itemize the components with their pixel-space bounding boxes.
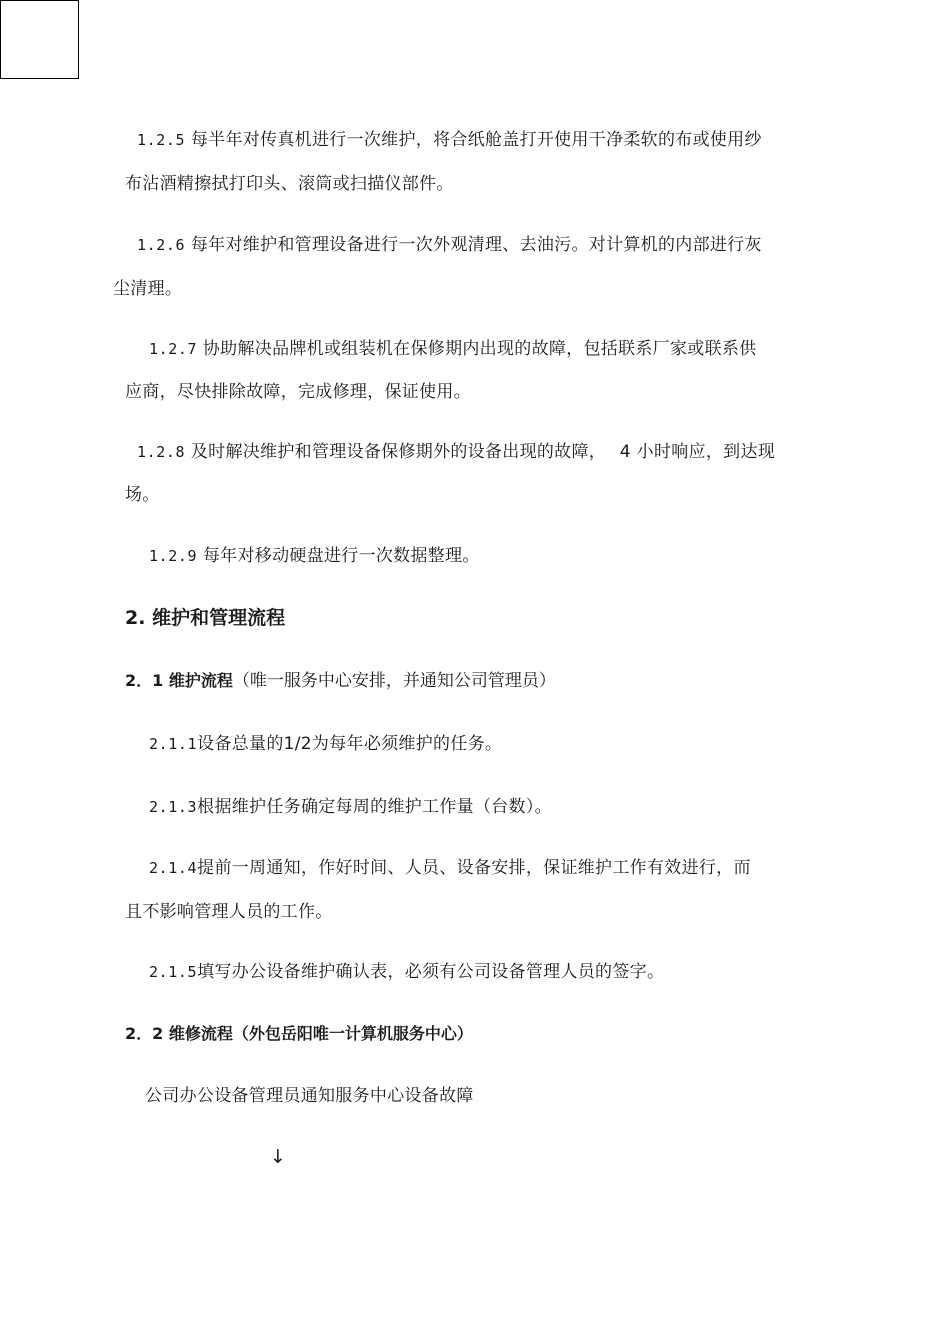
section-note: （唯一服务中心安排，并通知公司管理员）	[232, 671, 556, 691]
item-text: 每年对移动硬盘进行一次数据整理。	[202, 546, 480, 566]
item-1-2-7-line-1	[149, 338, 756, 360]
item-text-tail: 为每年必须维护的任务。	[311, 734, 503, 754]
corner-box	[0, 0, 79, 79]
item-1-2-5-line-1	[137, 129, 762, 151]
item-text: 设备总量的	[197, 734, 284, 754]
item-text: 填写办公设备维护确认表，必须有公司设备管理人员的签字。	[197, 962, 665, 982]
item-number: 1.2.9	[149, 547, 198, 565]
down-arrow-icon: ↓	[270, 1146, 286, 1168]
item-1-2-7-line-2: 应商，尽快排除故障，完成修理，保证使用。	[125, 382, 471, 402]
section-number: 2．1	[125, 671, 164, 690]
item-1-2-6-line-2: 尘清理。	[113, 279, 183, 299]
item-1-2-8-line-2: 场。	[125, 485, 160, 505]
item-number: 2.1.5	[149, 963, 198, 981]
item-text: 提前一周通知，作好时间、人员、设备安排，保证维护工作有效进行，而	[197, 858, 751, 878]
section-number: 2.	[125, 607, 146, 629]
item-number: 2.1.4	[149, 859, 198, 877]
item-2-1-1	[149, 733, 502, 755]
section-2-1-heading	[125, 670, 556, 692]
item-text: 协助解决品牌机或组装机在保修期内出现的故障，包括联系厂家或联系供	[202, 339, 757, 359]
fraction-value: 1/2	[283, 734, 312, 754]
item-1-2-5-line-2: 布沾酒精擦拭打印头、滚筒或扫描仪部件。	[125, 174, 454, 194]
item-1-2-8-line-1	[137, 441, 775, 463]
item-2-1-5	[149, 961, 664, 983]
item-1-2-9	[149, 545, 480, 567]
section-title: 维修流程（外包岳阳唯一计算机服务中心）	[168, 1024, 473, 1043]
item-1-2-6-line-1	[137, 234, 762, 256]
item-number: 1.2.8	[137, 443, 186, 461]
item-number: 2.1.1	[149, 735, 198, 753]
hours-value: 4	[619, 442, 631, 462]
item-number: 2.1.3	[149, 798, 198, 816]
section-title: 维护流程	[168, 671, 233, 690]
item-text: 及时解决维护和管理设备保修期外的设备出现的故障，	[190, 442, 607, 462]
item-number: 1.2.7	[149, 340, 198, 358]
flow-step-1: 公司办公设备管理员通知服务中心设备故障	[145, 1086, 474, 1106]
item-text-tail: 小时响应，到达现	[636, 442, 776, 462]
item-2-1-4-line-1	[149, 857, 751, 879]
item-2-1-3	[149, 796, 552, 818]
section-number: 2．2	[125, 1024, 164, 1043]
item-number: 1.2.5	[137, 131, 186, 149]
item-2-1-4-line-2: 且不影响管理人员的工作。	[125, 902, 333, 922]
item-text: 每半年对传真机进行一次维护，将合纸舱盖打开使用干净柔软的布或使用纱	[190, 130, 762, 150]
section-2-2-heading	[125, 1023, 473, 1045]
section-2-heading	[125, 606, 285, 630]
item-text: 根据维护任务确定每周的维护工作量（台数）。	[197, 797, 552, 817]
item-text: 每年对维护和管理设备进行一次外观清理、去油污。对计算机的内部进行灰	[190, 235, 762, 255]
item-number: 1.2.6	[137, 236, 186, 254]
section-title: 维护和管理流程	[152, 607, 286, 629]
